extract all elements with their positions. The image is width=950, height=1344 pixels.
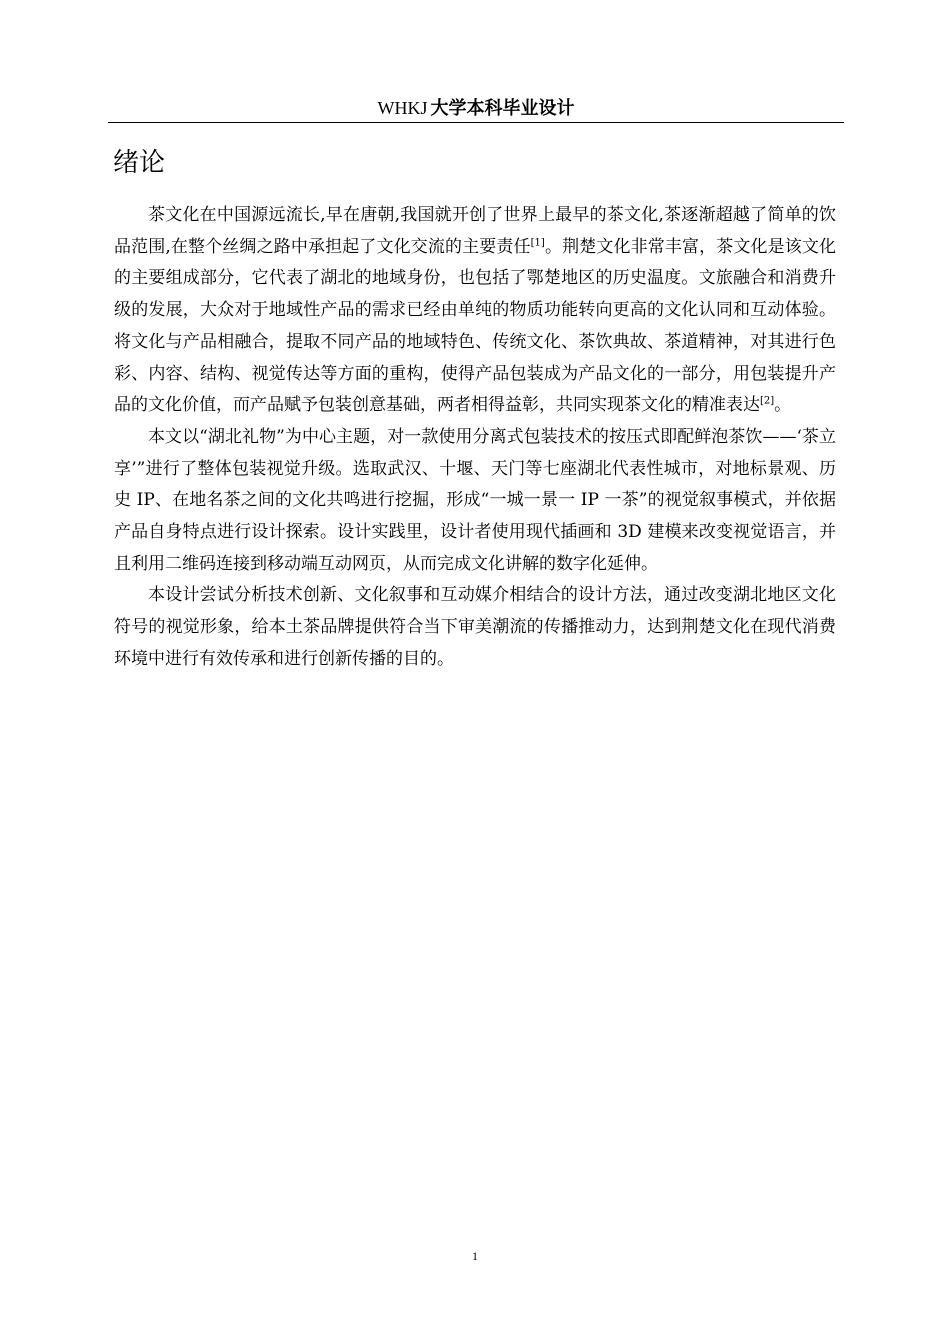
paragraph-2 xyxy=(114,422,836,581)
paragraph-2-run-1: 本文以“湖北礼物”为中心主题，对一款使用分离式包装技术的按压式即配鲜泡茶饮——‘茶立享’”进行了整体包装视觉升级。选取武汉、十堰、天门等七座湖北代表性城市，对地标景观、历史 IP、在地名茶之间的文化共鸣进行挖掘，形成“一城一景一 IP 一茶”的视觉叙事模式，并依据产品自身特点进行设计探索。设计实践里，设计者使用现代插画和 3D 建模来改变视觉语言，并且利用二维码连接到移动端互动网页，从而完成文化讲解的数字化延伸。 xyxy=(114,426,836,574)
header-title: 大学本科毕业设计 xyxy=(430,98,575,119)
paragraph-3 xyxy=(114,580,836,675)
page-number: 1 xyxy=(472,1249,478,1263)
paragraph-1-run-3: 。 xyxy=(774,395,792,416)
header-code: WHKJ xyxy=(377,98,428,118)
page-header xyxy=(108,95,844,123)
citation-1: [1] xyxy=(530,237,545,249)
paragraph-3-run-1: 本设计尝试分析技术创新、文化叙事和互动媒介相结合的设计方法，通过改变湖北地区文化符号的视觉形象，给本土茶品牌提供符合当下审美潮流的传播推动力，达到荆楚文化在现代消费环境中进行有效传承和进行创新传播的目的。 xyxy=(114,585,836,669)
chapter-title: 绪论 xyxy=(113,148,166,178)
paragraph-1-run-1: 茶文化在中国源远流长,早在唐朝,我国就开创了世界上最早的茶文化,茶逐渐超越了简单的饮品范围,在整个丝绸之路中承担起了文化交流的主要责任 xyxy=(114,205,836,257)
citation-2: [2] xyxy=(760,395,775,407)
paragraph-1 xyxy=(114,200,836,422)
paragraph-1-run-2: 。荆楚文化非常丰富，茶文化是该文化的主要组成部分，它代表了湖北的地域身份，也包括了鄂楚地区的历史温度。文旅融合和消费升级的发展，大众对于地域性产品的需求已经由单纯的物质功能转向更高的文化认同和互动体验。将文化与产品相融合，提取不同产品的地域特色、传统文化、茶饮典故、茶道精神，对其进行色彩、内容、结构、视觉传达等方面的重构，使得产品包装成为产品文化的一部分，用包装提升产品的文化价值，而产品赋予包装创意基础，两者相得益彰，共同实现茶文化的精准表达 xyxy=(114,236,837,416)
body-text xyxy=(114,200,836,676)
